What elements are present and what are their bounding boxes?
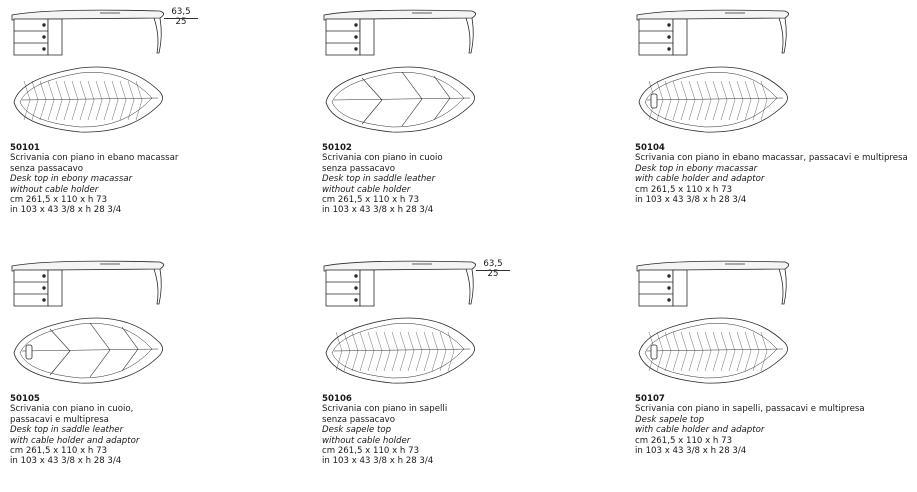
dimension-bottom: 25	[487, 269, 499, 279]
product-code: 50102	[322, 143, 352, 153]
side-panel	[673, 19, 687, 55]
desk-drawing	[10, 257, 300, 392]
side-panel	[48, 19, 62, 55]
side-panel	[360, 19, 374, 55]
drawer-knob	[43, 299, 46, 302]
side-panel	[48, 270, 62, 306]
english-desc-2: without cable holder	[322, 435, 411, 446]
drawer-knob	[668, 275, 671, 278]
italian-desc-1: Scrivania con piano in sapelli, passacavi e multipresa	[635, 404, 865, 415]
desk-drawing	[322, 257, 612, 392]
english-desc-1: Desk top in ebony macassar	[635, 163, 758, 174]
product-info	[322, 143, 443, 216]
height-dimension-note	[480, 259, 506, 279]
cable-holder	[651, 94, 657, 108]
desk-drawing	[635, 257, 917, 392]
desk-plan	[14, 67, 163, 132]
dimension-top: 63,5	[171, 7, 191, 17]
italian-desc-1: Scrivania con piano in ebano macassar	[10, 153, 179, 164]
dimensions-cm: cm 261,5 x 110 x h 73	[322, 446, 420, 457]
italian-desc-1: Scrivania con piano in ebano macassar, passacavi e multipresa	[635, 153, 908, 164]
product-code: 50106	[322, 394, 352, 404]
desk-elevation	[637, 261, 789, 306]
product-50107	[635, 257, 917, 492]
desk-plan	[639, 67, 788, 132]
italian-desc-1: Scrivania con piano in sapelli	[322, 404, 448, 415]
cable-holder	[26, 345, 32, 359]
dimension-divider	[164, 18, 198, 19]
product-code: 50104	[635, 143, 665, 153]
desk-elevation	[637, 10, 789, 55]
desk-top-profile	[324, 261, 476, 271]
italian-desc-2: senza passacavo	[10, 163, 83, 174]
dimensions-cm: cm 261,5 x 110 x h 73	[635, 184, 733, 195]
dimensions-in: in 103 x 43 3/8 x h 28 3/4	[10, 205, 122, 216]
desk-top-profile	[637, 10, 789, 20]
drawer-knob	[43, 48, 46, 51]
drawer-knob	[43, 287, 46, 290]
desk-elevation	[12, 10, 164, 55]
drawer-knob	[668, 287, 671, 290]
drawer-knob	[668, 48, 671, 51]
desk-leg	[466, 269, 473, 304]
desk-elevation	[324, 10, 476, 55]
dimensions-cm: cm 261,5 x 110 x h 73	[322, 195, 420, 206]
drawer-knob	[355, 287, 358, 290]
desk-leg	[779, 18, 786, 53]
desk-drawing	[635, 6, 917, 141]
desk-plan	[639, 318, 788, 383]
desk-drawing	[10, 6, 300, 141]
english-desc-2: with cable holder and adaptor	[635, 425, 765, 436]
dimensions-in: in 103 x 43 3/8 x h 28 3/4	[635, 195, 747, 206]
product-50104	[635, 6, 917, 241]
dimensions-in: in 103 x 43 3/8 x h 28 3/4	[322, 205, 434, 216]
desk-top-profile	[12, 10, 164, 20]
desk-plan	[14, 318, 163, 383]
drawer-knob	[355, 275, 358, 278]
desk-leg	[779, 269, 786, 304]
italian-desc-2: senza passacavo	[322, 163, 395, 174]
italian-desc-2: passacavi e multipresa	[10, 414, 109, 425]
product-code: 50101	[10, 143, 40, 153]
desk-plan	[326, 318, 475, 383]
cable-holder	[651, 345, 657, 359]
drawer-knob	[43, 275, 46, 278]
product-50102	[322, 6, 612, 241]
drawer-knob	[355, 299, 358, 302]
dimension-top: 63,5	[483, 259, 503, 269]
english-desc-2: without cable holder	[322, 184, 411, 195]
dimensions-in: in 103 x 43 3/8 x h 28 3/4	[322, 456, 434, 467]
italian-desc-1: Scrivania con piano in cuoio,	[10, 404, 134, 415]
side-panel	[360, 270, 374, 306]
english-desc-1: Desk top in ebony macassar	[10, 174, 133, 185]
drawer-knob	[355, 48, 358, 51]
english-desc-1: Desk sapele top	[635, 414, 705, 425]
drawer-knob	[355, 24, 358, 27]
english-desc-1: Desk top in saddle leather	[10, 425, 124, 436]
product-code: 50107	[635, 394, 665, 404]
product-info	[10, 143, 178, 216]
drawer-knob	[43, 24, 46, 27]
dimensions-cm: cm 261,5 x 110 x h 73	[635, 435, 733, 446]
desk-leg	[466, 18, 473, 53]
product-50106	[322, 257, 612, 492]
english-desc-2: with cable holder and adaptor	[635, 174, 765, 185]
dimension-divider	[476, 270, 510, 271]
product-info	[322, 394, 447, 467]
desk-elevation	[12, 261, 164, 306]
desk-drawing	[322, 6, 612, 141]
italian-desc-2: senza passacavo	[322, 414, 395, 425]
dimensions-cm: cm 261,5 x 110 x h 73	[10, 446, 108, 457]
drawer-knob	[668, 24, 671, 27]
product-info	[635, 143, 908, 205]
drawer-knob	[355, 36, 358, 39]
side-panel	[673, 270, 687, 306]
dimension-bottom: 25	[175, 17, 187, 27]
desk-top-profile	[637, 261, 789, 271]
product-code: 50105	[10, 394, 40, 404]
english-desc-1: Desk sapele top	[322, 425, 392, 436]
dimensions-in: in 103 x 43 3/8 x h 28 3/4	[10, 456, 122, 467]
product-50101	[10, 6, 300, 241]
desk-plan	[326, 67, 475, 132]
desk-top-profile	[324, 10, 476, 20]
product-info	[635, 394, 865, 456]
dimensions-in: in 103 x 43 3/8 x h 28 3/4	[635, 446, 747, 457]
english-desc-1: Desk top in saddle leather	[322, 174, 436, 185]
height-dimension-note	[168, 7, 194, 27]
english-desc-2: without cable holder	[10, 184, 99, 195]
desk-elevation	[324, 261, 476, 306]
drawer-knob	[43, 36, 46, 39]
desk-leg	[154, 269, 161, 304]
desk-leg	[154, 18, 161, 53]
desk-top-profile	[12, 261, 164, 271]
drawer-knob	[668, 299, 671, 302]
product-info	[10, 394, 139, 467]
dimensions-cm: cm 261,5 x 110 x h 73	[10, 195, 108, 206]
drawer-knob	[668, 36, 671, 39]
italian-desc-1: Scrivania con piano in cuoio	[322, 153, 443, 164]
english-desc-2: with cable holder and adaptor	[10, 435, 140, 446]
product-50105	[10, 257, 300, 492]
